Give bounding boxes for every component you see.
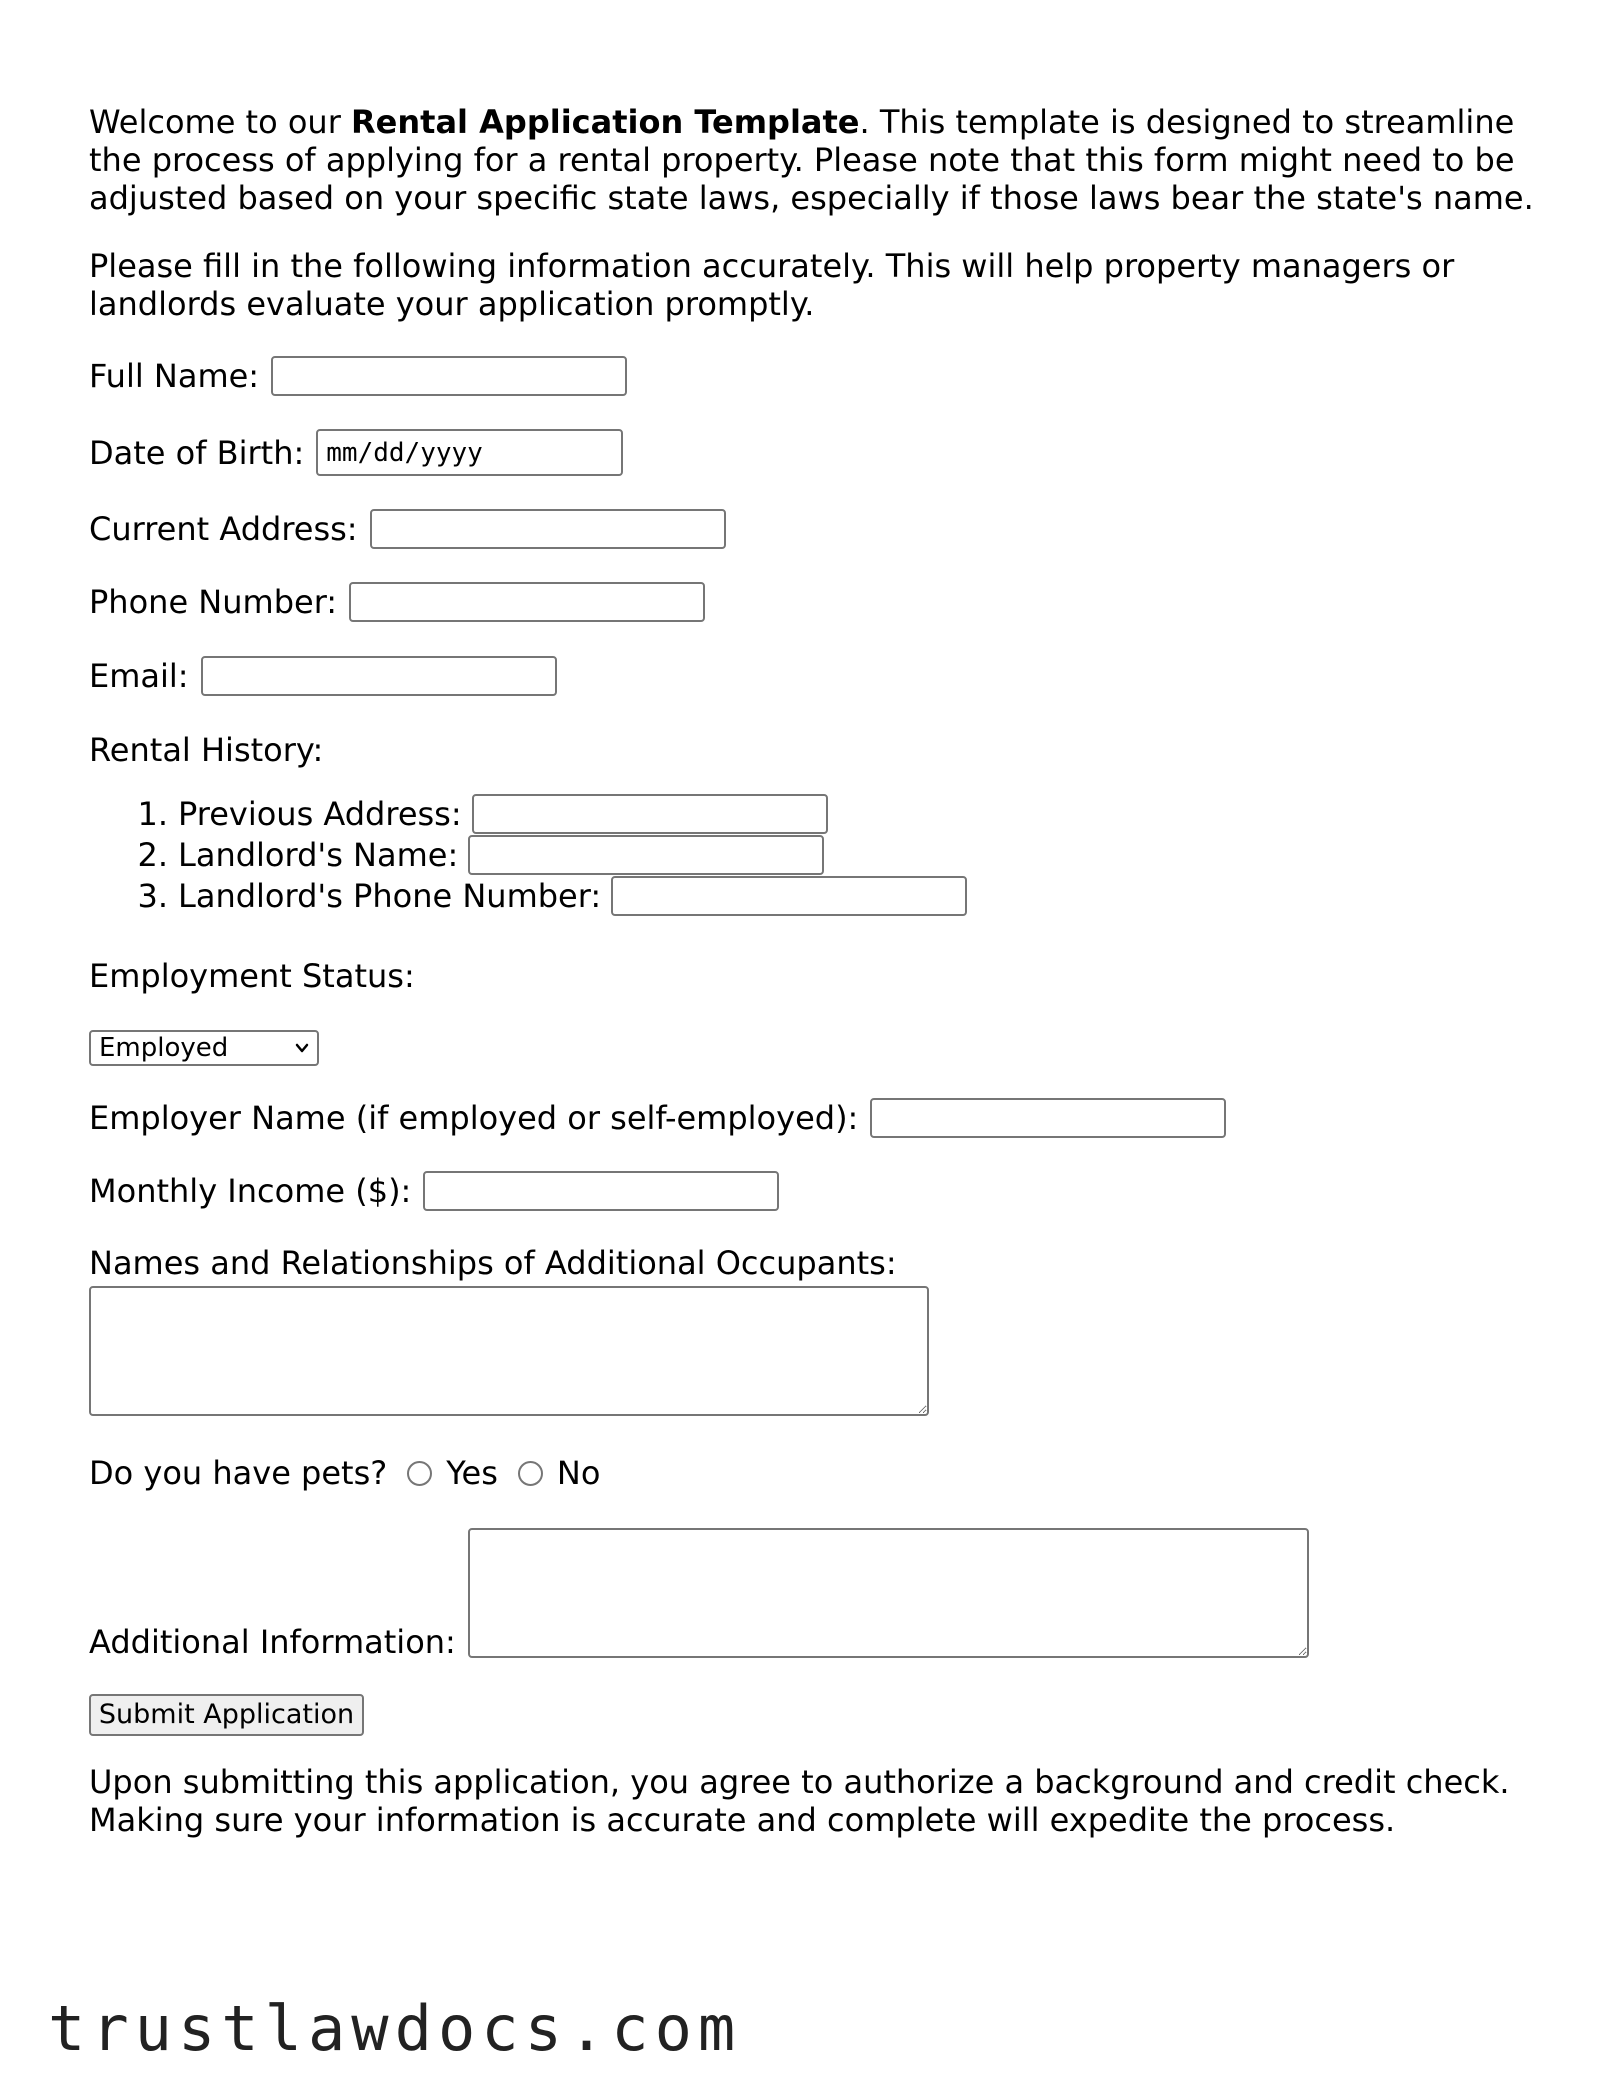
list-item bbox=[129, 834, 967, 875]
landlord-phone-label: Landlord's Phone Number: bbox=[178, 876, 602, 915]
current-address-input[interactable] bbox=[370, 509, 726, 549]
list-item bbox=[129, 793, 967, 834]
brand-watermark: trustlawdocs.com bbox=[48, 1992, 742, 2065]
chevron-down-icon bbox=[295, 1041, 309, 1055]
full-name-row bbox=[89, 356, 627, 396]
additional-row bbox=[89, 1528, 1309, 1661]
email-input[interactable] bbox=[201, 656, 557, 696]
previous-address-label: Previous Address: bbox=[178, 794, 462, 833]
occupants-textarea[interactable] bbox=[89, 1286, 929, 1416]
submit-button[interactable]: Submit Application bbox=[89, 1694, 364, 1736]
pets-yes-radio[interactable] bbox=[407, 1461, 432, 1486]
dob-input[interactable] bbox=[316, 429, 623, 476]
employment-status-select[interactable] bbox=[89, 1030, 319, 1066]
additional-label: Additional Information: bbox=[89, 1623, 456, 1661]
current-address-label: Current Address: bbox=[89, 510, 358, 548]
occupants-label: Names and Relationships of Additional Occupants: bbox=[89, 1244, 897, 1282]
landlord-name-input[interactable] bbox=[468, 835, 824, 875]
pets-no-label[interactable]: No bbox=[556, 1454, 601, 1492]
rental-history-list bbox=[89, 793, 967, 916]
intro-suffix: . This template is designed to streamline the process of applying for a rental property. Please note that this form might need to be adjusted based on your specific state laws, especially if those laws bear the state's name. bbox=[89, 103, 1534, 217]
intro-prefix: Welcome to our bbox=[89, 103, 352, 141]
full-name-label: Full Name: bbox=[89, 357, 260, 395]
income-label: Monthly Income ($): bbox=[89, 1172, 412, 1210]
pets-label: Do you have pets? bbox=[89, 1454, 388, 1492]
previous-address-input[interactable] bbox=[472, 794, 828, 834]
dob-label: Date of Birth: bbox=[89, 433, 305, 472]
pets-row bbox=[89, 1454, 600, 1492]
current-address-row bbox=[89, 509, 726, 549]
landlord-phone-input[interactable] bbox=[611, 876, 967, 916]
rental-history-label: Rental History: bbox=[89, 731, 324, 769]
dob-row bbox=[89, 429, 623, 476]
employment-status-value: Employed bbox=[99, 1033, 229, 1063]
pets-yes-label[interactable]: Yes bbox=[446, 1454, 498, 1492]
closing-paragraph: Upon submitting this application, you agree to authorize a background and credit check. Making sure your information is accurate and complete will expedite the process. bbox=[89, 1763, 1510, 1839]
dob-placeholder: mm/dd/yyyy bbox=[326, 437, 483, 468]
phone-row bbox=[89, 582, 705, 622]
employment-status-label: Employment Status: bbox=[89, 957, 415, 995]
instructions-paragraph: Please fill in the following information accurately. This will help property managers or landlords evaluate your application promptly. bbox=[89, 247, 1455, 323]
rental-history-heading bbox=[89, 731, 323, 769]
list-item-number: 2. bbox=[137, 835, 168, 874]
occupants-heading bbox=[89, 1244, 897, 1282]
phone-input[interactable] bbox=[349, 582, 705, 622]
list-item bbox=[129, 875, 967, 916]
phone-label: Phone Number: bbox=[89, 583, 338, 621]
additional-textarea[interactable] bbox=[468, 1528, 1309, 1658]
employer-row bbox=[89, 1098, 1226, 1138]
employer-label: Employer Name (if employed or self-employed): bbox=[89, 1099, 859, 1137]
employer-input[interactable] bbox=[870, 1098, 1226, 1138]
email-row bbox=[89, 656, 557, 696]
list-item-number: 1. bbox=[137, 794, 168, 833]
email-label: Email: bbox=[89, 657, 189, 695]
intro-bold-title: Rental Application Template bbox=[351, 103, 860, 141]
pets-no-radio[interactable] bbox=[518, 1461, 543, 1486]
income-row bbox=[89, 1171, 779, 1211]
full-name-input[interactable] bbox=[271, 356, 627, 396]
list-item-number: 3. bbox=[137, 876, 168, 915]
landlord-name-label: Landlord's Name: bbox=[178, 835, 459, 874]
employment-heading bbox=[89, 957, 415, 995]
income-input[interactable] bbox=[423, 1171, 779, 1211]
intro-paragraph bbox=[89, 103, 1549, 217]
